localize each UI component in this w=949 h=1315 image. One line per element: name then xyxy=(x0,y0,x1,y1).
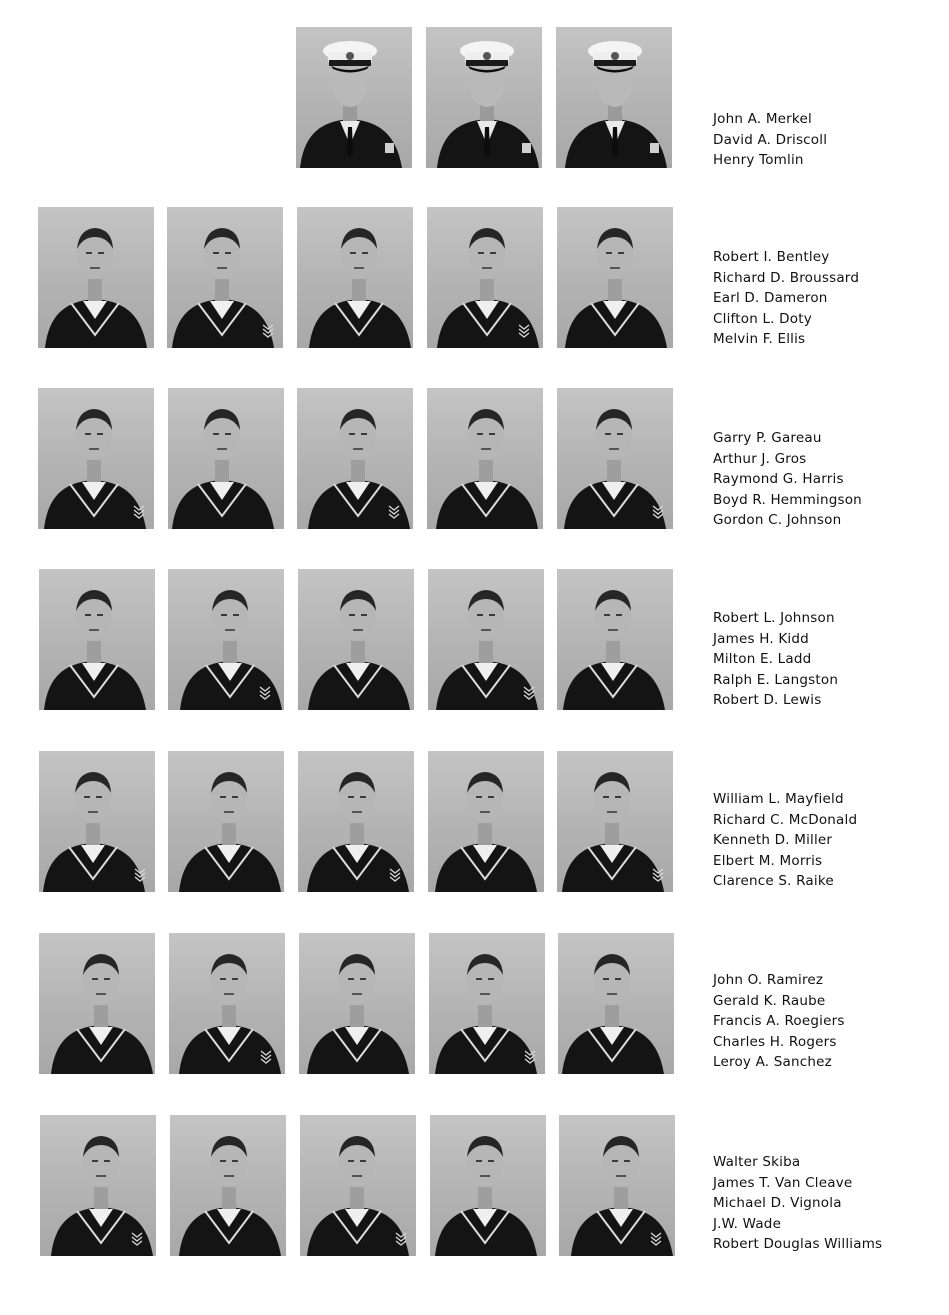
portrait-photo xyxy=(297,207,413,348)
portrait-figure xyxy=(300,1115,416,1256)
name-list xyxy=(713,428,862,531)
portrait-photo xyxy=(557,751,673,892)
portrait-photo xyxy=(559,1115,675,1256)
portrait-photo xyxy=(427,388,543,529)
officer-row xyxy=(0,27,949,177)
portrait-photo xyxy=(168,388,284,529)
portrait-figure xyxy=(298,751,414,892)
portrait-figure xyxy=(39,569,155,710)
portrait-figure xyxy=(40,1115,156,1256)
portrait-photo xyxy=(38,207,154,348)
portrait-photo xyxy=(556,27,672,168)
portrait-photo xyxy=(299,933,415,1074)
portrait-photo xyxy=(428,751,544,892)
crew-name: Francis A. Roegiers xyxy=(713,1013,845,1030)
portrait-photo xyxy=(40,1115,156,1256)
crew-name: Richard C. McDonald xyxy=(713,811,858,828)
crew-name: Robert Douglas Williams xyxy=(713,1236,883,1253)
portrait-figure xyxy=(557,388,673,529)
crew-name: Robert L. Johnson xyxy=(713,610,835,626)
crew-name: John A. Merkel xyxy=(713,111,812,127)
portrait-photo xyxy=(39,933,155,1074)
crew-name: Milton E. Ladd xyxy=(713,651,812,668)
crew-name: Walter Skiba xyxy=(713,1154,801,1170)
portrait-figure xyxy=(427,388,543,529)
portrait-photo xyxy=(168,751,284,892)
name-list xyxy=(713,109,827,171)
name-list xyxy=(713,608,838,711)
portrait-figure xyxy=(428,569,544,710)
portrait-figure xyxy=(38,207,154,348)
crew-name: David A. Driscoll xyxy=(713,131,828,148)
portrait-figure xyxy=(556,27,672,168)
crew-name: Ralph E. Langston xyxy=(713,671,839,688)
portrait-photo xyxy=(169,933,285,1074)
portrait-photo xyxy=(170,1115,286,1256)
crew-row xyxy=(0,933,949,1083)
crew-name: J.W. Wade xyxy=(713,1215,782,1232)
portrait-photo xyxy=(167,207,283,348)
portrait-figure xyxy=(426,27,542,168)
crew-name: William L. Mayfield xyxy=(713,791,844,807)
name-list xyxy=(713,789,857,892)
portrait-figure xyxy=(38,388,154,529)
crew-name: Michael D. Vignola xyxy=(713,1195,842,1212)
crew-name: Richard D. Broussard xyxy=(713,269,860,286)
portrait-figure xyxy=(167,207,283,348)
name-list xyxy=(713,247,859,350)
portrait-photo xyxy=(296,27,412,168)
portrait-figure xyxy=(430,1115,546,1256)
portrait-photo xyxy=(168,569,284,710)
portrait-photo xyxy=(39,569,155,710)
crew-name: John O. Ramirez xyxy=(713,972,824,988)
portrait-photo xyxy=(557,569,673,710)
crew-name: Robert I. Bentley xyxy=(713,249,830,265)
portrait-figure xyxy=(39,933,155,1074)
crew-name: Elbert M. Morris xyxy=(713,852,823,869)
portrait-photo xyxy=(38,388,154,529)
portrait-photo xyxy=(300,1115,416,1256)
portrait-photo xyxy=(298,751,414,892)
portrait-figure xyxy=(428,751,544,892)
portrait-figure xyxy=(557,751,673,892)
portrait-figure xyxy=(297,207,413,348)
portrait-figure xyxy=(169,933,285,1074)
crew-name: Leroy A. Sanchez xyxy=(713,1054,832,1071)
crew-name: Gordon C. Johnson xyxy=(713,512,842,529)
portrait-figure xyxy=(558,933,674,1074)
portrait-photo xyxy=(428,569,544,710)
portrait-figure xyxy=(298,569,414,710)
portrait-figure xyxy=(39,751,155,892)
portrait-photo xyxy=(39,751,155,892)
crew-row xyxy=(0,751,949,901)
portrait-figure xyxy=(557,569,673,710)
crew-name: Earl D. Dameron xyxy=(713,290,828,307)
crew-name: Boyd R. Hemmingson xyxy=(713,491,862,508)
portrait-figure xyxy=(559,1115,675,1256)
portrait-figure xyxy=(557,207,673,348)
portrait-photo xyxy=(430,1115,546,1256)
portrait-figure xyxy=(168,388,284,529)
crew-name: James H. Kidd xyxy=(713,630,809,647)
portrait-figure xyxy=(296,27,412,168)
portrait-photo xyxy=(426,27,542,168)
crew-name: Henry Tomlin xyxy=(713,152,804,169)
crew-name: James T. Van Cleave xyxy=(713,1174,853,1191)
crew-name: Charles H. Rogers xyxy=(713,1033,837,1050)
crew-name: Arthur J. Gros xyxy=(713,450,807,467)
crew-name: Raymond G. Harris xyxy=(713,471,844,488)
crew-name: Garry P. Gareau xyxy=(713,430,822,446)
portrait-photo xyxy=(298,569,414,710)
portrait-photo xyxy=(429,933,545,1074)
crew-row xyxy=(0,1115,949,1265)
portrait-photo xyxy=(557,207,673,348)
portrait-figure xyxy=(170,1115,286,1256)
crew-name: Clarence S. Raike xyxy=(713,873,834,890)
crew-name: Clifton L. Doty xyxy=(713,310,812,327)
name-list xyxy=(713,970,845,1073)
crew-row xyxy=(0,388,949,538)
portrait-figure xyxy=(168,751,284,892)
portrait-figure xyxy=(168,569,284,710)
crew-name: Gerald K. Raube xyxy=(713,992,826,1009)
portrait-photo xyxy=(558,933,674,1074)
crew-name: Kenneth D. Miller xyxy=(713,832,833,849)
crew-row xyxy=(0,207,949,357)
name-list xyxy=(713,1152,882,1255)
portrait-figure xyxy=(429,933,545,1074)
portrait-figure xyxy=(427,207,543,348)
crew-row xyxy=(0,569,949,719)
portrait-figure xyxy=(299,933,415,1074)
portrait-photo xyxy=(427,207,543,348)
crew-name: Robert D. Lewis xyxy=(713,692,822,709)
portrait-photo xyxy=(557,388,673,529)
portrait-figure xyxy=(297,388,413,529)
crew-name: Melvin F. Ellis xyxy=(713,331,806,348)
portrait-photo xyxy=(297,388,413,529)
